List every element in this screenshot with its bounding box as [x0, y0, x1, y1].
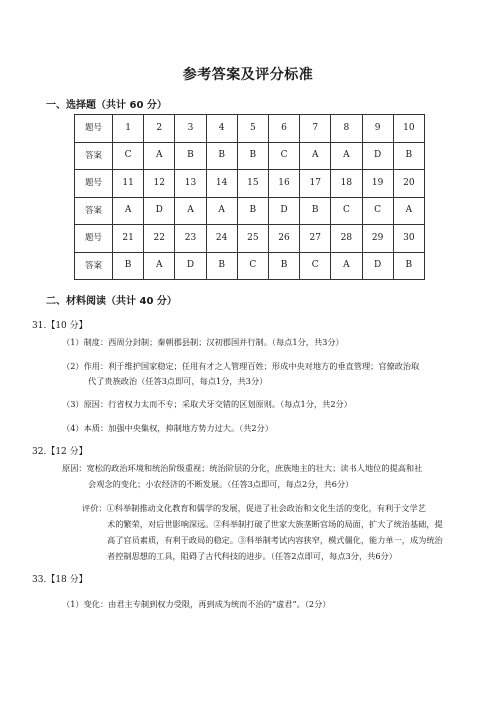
answer-cell: D	[144, 197, 175, 225]
question-number-cell: 24	[206, 225, 237, 253]
answer-cell: C	[237, 252, 268, 280]
question-number-row-label: 题号	[75, 170, 113, 198]
answer-cell: C	[268, 142, 299, 170]
question-number-cell: 14	[206, 170, 237, 198]
question-number-cell: 27	[300, 225, 331, 253]
question-32-heading: 32.【12 分】	[32, 447, 88, 457]
section-heading-choice: 一、选择题（共计 60 分）	[46, 100, 167, 111]
question-number-row	[75, 170, 425, 198]
answer-cell: B	[206, 252, 237, 280]
question-number-cell: 16	[268, 170, 299, 198]
answer-cell: C	[362, 197, 393, 225]
question-31-heading: 31.【10 分】	[32, 321, 88, 331]
q31-answer-1: （1）制度：西周分封制；秦朝郡县制；汉初郡国并行制。（每点1分，共3分）	[62, 337, 344, 347]
question-number-row-label: 题号	[75, 225, 113, 253]
answer-cell: C	[331, 197, 362, 225]
answer-table	[74, 114, 425, 280]
question-number-cell: 18	[331, 170, 362, 198]
q31-answer-4: （4）本质：加强中央集权，抑制地方势力过大。（共2分）	[62, 423, 274, 433]
q32-eval-2: 术的繁荣，对后世影响深远。②科举制打破了世家大族垄断官场的局面，扩大了统治基础，提	[107, 519, 443, 529]
question-number-cell: 19	[362, 170, 393, 198]
q32-reason-2: 会观念的变化；小农经济的不断发展。（任答3点即可，每点2分，共6分）	[88, 479, 354, 489]
answer-cell: B	[300, 197, 331, 225]
question-number-cell: 26	[268, 225, 299, 253]
question-number-cell: 6	[268, 115, 299, 143]
question-number-cell: 4	[206, 115, 237, 143]
answer-cell: B	[393, 142, 424, 170]
question-number-cell: 5	[237, 115, 268, 143]
answer-cell: A	[175, 197, 206, 225]
answer-row-label: 答案	[75, 197, 113, 225]
question-number-cell: 12	[144, 170, 175, 198]
question-number-cell: 10	[393, 115, 424, 143]
question-number-cell: 20	[393, 170, 424, 198]
q31-answer-2: （2）作用：利于维护国家稳定；任用有才之人管理百姓；形成中央对地方的垂直管理；官僚政治取	[62, 361, 420, 371]
answer-cell: A	[206, 197, 237, 225]
question-number-cell: 22	[144, 225, 175, 253]
question-number-cell: 17	[300, 170, 331, 198]
answer-cell: D	[175, 252, 206, 280]
answer-cell: A	[393, 197, 424, 225]
question-number-cell: 3	[175, 115, 206, 143]
answer-cell: A	[144, 252, 175, 280]
q31-answer-3: （3）原因：行省权力太而不专；采取犬牙交错的区划原则。（每点1分，共2分）	[62, 399, 352, 409]
question-33-heading: 33.【18 分】	[32, 575, 88, 585]
question-number-cell: 11	[113, 170, 144, 198]
answer-cell: A	[113, 197, 144, 225]
answer-cell: B	[113, 252, 144, 280]
page-title: 参考答案及评分标准	[182, 67, 314, 83]
question-number-cell: 25	[237, 225, 268, 253]
answer-cell: A	[331, 142, 362, 170]
question-number-cell: 13	[175, 170, 206, 198]
answer-row	[75, 142, 425, 170]
answer-cell: C	[113, 142, 144, 170]
q32-eval-4: 者控制思想的工具，阻碍了古代科技的进步。（任答2点即可，每点3分，共6分）	[107, 551, 397, 561]
question-number-cell: 29	[362, 225, 393, 253]
section-heading-reading: 二、材料阅读（共计 40 分）	[46, 296, 177, 307]
answer-row	[75, 252, 425, 280]
question-number-cell: 8	[331, 115, 362, 143]
answer-cell: B	[175, 142, 206, 170]
question-number-cell: 1	[113, 115, 144, 143]
question-number-row	[75, 225, 425, 253]
question-number-row-label: 题号	[75, 115, 113, 143]
answer-cell: A	[144, 142, 175, 170]
q32-eval-3: 高了官员素质，有利于政局的稳定。③科举制考试内容狭窄，模式僵化，能力单一，成为统治	[107, 535, 443, 545]
question-number-cell: 21	[113, 225, 144, 253]
answer-cell: B	[393, 252, 424, 280]
answer-cell: A	[300, 142, 331, 170]
answer-cell: B	[268, 252, 299, 280]
question-number-cell: 7	[300, 115, 331, 143]
question-number-cell: 23	[175, 225, 206, 253]
answer-cell: B	[237, 197, 268, 225]
answer-cell: B	[237, 142, 268, 170]
q32-eval-1: 评价：①科举制推动文化教育和儒学的发展，促进了社会政治和文化生活的变化，有利于文学艺	[82, 503, 426, 513]
answer-row	[75, 197, 425, 225]
question-number-cell: 30	[393, 225, 424, 253]
answer-cell: D	[362, 252, 393, 280]
question-number-cell: 15	[237, 170, 268, 198]
answer-cell: D	[362, 142, 393, 170]
question-number-cell: 28	[331, 225, 362, 253]
question-number-cell: 2	[144, 115, 175, 143]
answer-row-label: 答案	[75, 252, 113, 280]
q32-reason-1: 原因：宽松的政治环境和统治阶级重视；统治阶层的分化，庶族地主的壮大；读书人地位的提高和社	[62, 463, 423, 473]
answer-row-label: 答案	[75, 142, 113, 170]
answer-cell: A	[331, 252, 362, 280]
q33-answer-1: （1）变化：由君主专制到权力受限，再到成为统而不治的“虚君”。（2分）	[62, 599, 331, 609]
q31-answer-2-cont: 代了贵族政治（任答3点即可，每点1分，共3分）	[88, 376, 268, 386]
answer-cell: B	[206, 142, 237, 170]
question-number-row	[75, 115, 425, 143]
answer-cell: C	[300, 252, 331, 280]
answer-cell: D	[268, 197, 299, 225]
question-number-cell: 9	[362, 115, 393, 143]
